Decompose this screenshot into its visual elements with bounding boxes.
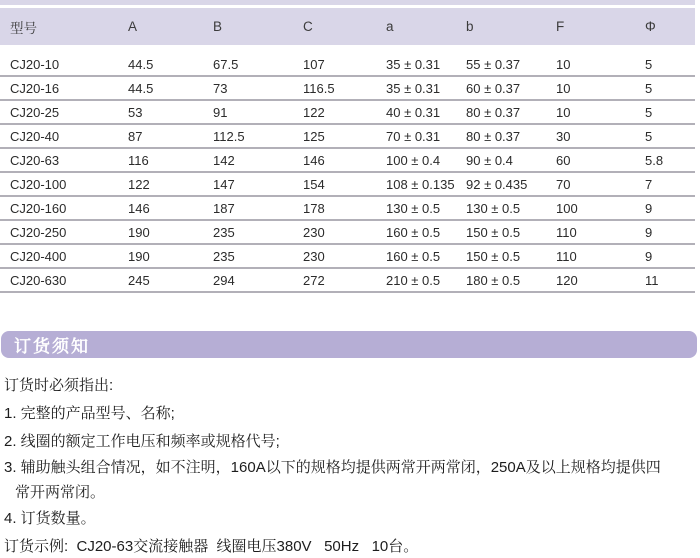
table-cell: 235 <box>213 248 235 264</box>
table-cell: 35 ± 0.31 <box>386 80 441 96</box>
table-cell: 60 ± 0.37 <box>466 80 521 96</box>
table-cell: 110 <box>556 248 577 264</box>
column-header-b-upper: B <box>213 19 223 34</box>
table-cell: 110 <box>556 224 577 240</box>
table-cell: 190 <box>128 248 150 264</box>
note-item-3-line-2: 常开两常闭。 <box>15 484 106 501</box>
table-cell: 9 <box>645 224 653 240</box>
table-cell: 294 <box>213 272 235 288</box>
table-cell: 107 <box>303 56 325 72</box>
table-cell: CJ20-100 <box>10 176 67 192</box>
table-cell: 150 ± 0.5 <box>466 248 521 264</box>
table-cell: CJ20-63 <box>10 152 60 168</box>
table-cell: 70 <box>556 176 571 192</box>
column-header-f: F <box>556 19 565 34</box>
table-cell: CJ20-630 <box>10 272 67 288</box>
table-cell: CJ20-400 <box>10 248 67 264</box>
table-cell: 130 ± 0.5 <box>386 200 441 216</box>
table-cell: 130 ± 0.5 <box>466 200 521 216</box>
column-header-model: 型号 <box>10 20 37 36</box>
order-example: 订货示例: CJ20-63交流接触器 线圈电压380V 50Hz 10台。 <box>4 538 419 555</box>
table-cell: 44.5 <box>128 56 154 72</box>
note-item-2: 2. 线圈的额定工作电压和频率或规格代号; <box>4 433 280 450</box>
table-cell: CJ20-250 <box>10 224 67 240</box>
note-item-3-line-1: 3. 辅助触头组合情况，如不注明，160A以下的规格均提供两常开两常闭，250A及以上规格均提供四 <box>4 459 661 476</box>
table-cell: CJ20-40 <box>10 128 60 144</box>
table-cell: 100 ± 0.4 <box>386 152 441 168</box>
section-banner <box>1 331 697 358</box>
table-cell: 116 <box>128 152 149 168</box>
table-cell: 60 <box>556 152 571 168</box>
table-cell: 190 <box>128 224 150 240</box>
table-header-row <box>0 8 695 45</box>
note-item-4: 4. 订货数量。 <box>4 510 96 527</box>
table-cell: 122 <box>128 176 150 192</box>
table-row <box>0 53 695 77</box>
table-row <box>0 149 695 173</box>
table-cell: 150 ± 0.5 <box>466 224 521 240</box>
table-cell: CJ20-25 <box>10 104 60 120</box>
table-cell: 112.5 <box>213 128 245 144</box>
table-cell: 142 <box>213 152 235 168</box>
notes-intro: 订货时必须指出: <box>4 377 114 394</box>
table-cell: 160 ± 0.5 <box>386 224 441 240</box>
section-title: 订货须知 <box>14 337 90 356</box>
table-cell: 100 <box>556 200 578 216</box>
table-cell: 272 <box>303 272 325 288</box>
table-cell: 91 <box>213 104 228 120</box>
table-cell: 230 <box>303 248 325 264</box>
note-item-1: 1. 完整的产品型号、名称; <box>4 405 175 422</box>
table-row <box>0 77 695 101</box>
table-cell: 210 ± 0.5 <box>386 272 441 288</box>
table-cell: 187 <box>213 200 235 216</box>
table-cell: 154 <box>303 176 325 192</box>
column-header-a-upper: A <box>128 19 138 34</box>
table-body <box>0 53 695 293</box>
table-cell: 92 ± 0.435 <box>466 176 528 192</box>
table-cell: 122 <box>303 104 325 120</box>
table-cell: 108 ± 0.135 <box>386 176 455 192</box>
table-cell: 230 <box>303 224 325 240</box>
table-cell: 5.8 <box>645 152 664 168</box>
column-header-a-lower: a <box>386 19 394 34</box>
table-cell: 90 ± 0.4 <box>466 152 513 168</box>
table-cell: 10 <box>556 104 571 120</box>
table-cell: 178 <box>303 200 325 216</box>
table-cell: 125 <box>303 128 325 144</box>
table-cell: 70 ± 0.31 <box>386 128 441 144</box>
table-cell: 120 <box>556 272 578 288</box>
table-row <box>0 173 695 197</box>
top-decorative-strip <box>0 0 695 5</box>
table-cell: 245 <box>128 272 150 288</box>
table-cell: 146 <box>303 152 325 168</box>
table-cell: 53 <box>128 104 143 120</box>
table-cell: 73 <box>213 80 228 96</box>
table-cell: 180 ± 0.5 <box>466 272 521 288</box>
table-cell: 40 ± 0.31 <box>386 104 441 120</box>
table-cell: 44.5 <box>128 80 154 96</box>
table-cell: 10 <box>556 80 571 96</box>
dimensions-table <box>0 8 695 293</box>
table-cell: 55 ± 0.37 <box>466 56 521 72</box>
table-cell: 146 <box>128 200 150 216</box>
table-cell: CJ20-160 <box>10 200 67 216</box>
table-cell: 11 <box>645 272 659 288</box>
table-row <box>0 197 695 221</box>
table-row <box>0 125 695 149</box>
table-cell: 30 <box>556 128 571 144</box>
table-cell: 67.5 <box>213 56 239 72</box>
table-cell: 80 ± 0.37 <box>466 104 521 120</box>
table-cell: 5 <box>645 128 653 144</box>
table-row <box>0 221 695 245</box>
table-cell: CJ20-16 <box>10 80 60 96</box>
table-cell: 235 <box>213 224 235 240</box>
table-cell: 5 <box>645 80 653 96</box>
column-header-c-upper: C <box>303 19 313 34</box>
table-cell: 80 ± 0.37 <box>466 128 521 144</box>
table-cell: 9 <box>645 248 653 264</box>
table-cell: 5 <box>645 56 653 72</box>
table-cell: 35 ± 0.31 <box>386 56 441 72</box>
table-cell: 9 <box>645 200 653 216</box>
table-row <box>0 101 695 125</box>
table-cell: CJ20-10 <box>10 56 60 72</box>
table-cell: 5 <box>645 104 653 120</box>
table-row <box>0 269 695 293</box>
table-cell: 160 ± 0.5 <box>386 248 441 264</box>
table-row <box>0 245 695 269</box>
table-cell: 116.5 <box>303 80 335 96</box>
column-header-b-lower: b <box>466 19 474 34</box>
table-cell: 10 <box>556 56 571 72</box>
table-cell: 7 <box>645 176 653 192</box>
column-header-phi: Φ <box>645 19 656 34</box>
table-cell: 147 <box>213 176 235 192</box>
table-cell: 87 <box>128 128 143 144</box>
